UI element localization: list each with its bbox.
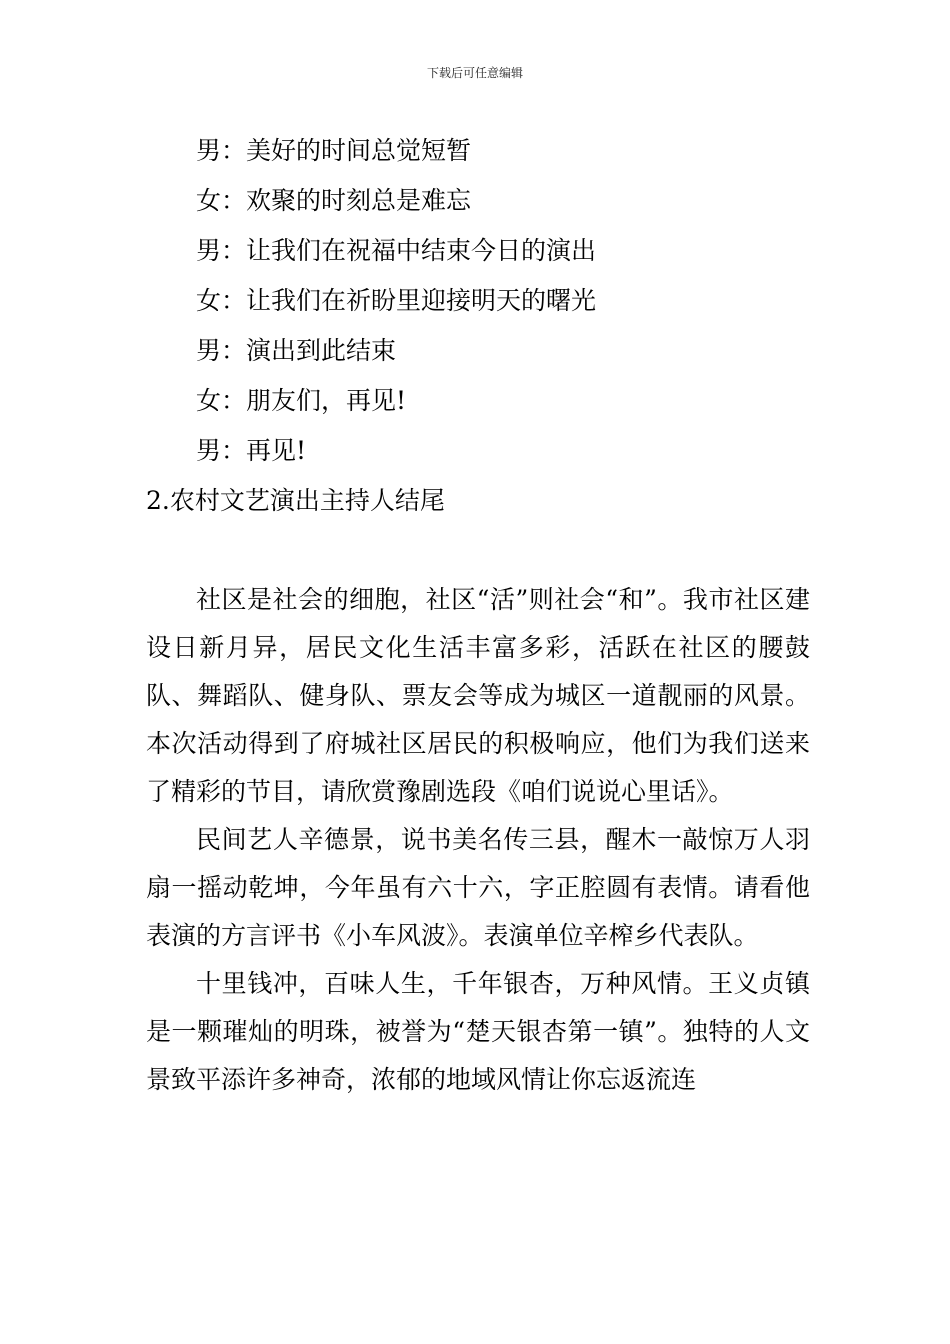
dialogue-line: 女：欢聚的时刻总是难忘 — [196, 186, 472, 215]
section-heading: 2.农村文艺演出主持人结尾 — [146, 486, 445, 515]
paragraph: 民间艺人辛德景，说书美名传三县，醒木一敲惊万人羽扇一摇动乾坤，今年虽有六十六，字正腔圆有表情。请看他表演的方言评书《小车风波》。表演单位辛榨乡代表队。 — [146, 825, 810, 950]
closing-dialogue — [196, 126, 816, 476]
paragraph: 十里钱冲，百味人生，千年银杏，万种风情。王义贞镇是一颗璀灿的明珠，被誉为“楚天银杏第一镇”。独特的人文景致平添许多神奇，浓郁的地域风情让你忘返流连 — [146, 969, 810, 1094]
dialogue-line: 男：美好的时间总觉短暂 — [196, 136, 472, 165]
dialogue-line: 男：让我们在祝福中结束今日的演出 — [196, 236, 597, 265]
dialogue-line: 男：再见! — [196, 436, 307, 465]
dialogue-line: 女：朋友们，再见! — [196, 386, 407, 415]
paragraph: 社区是社会的细胞，社区“活”则社会“和”。我市社区建设日新月异，居民文化生活丰富多彩，活跃在社区的腰鼓队、舞蹈队、健身队、票友会等成为城区一道靓丽的风景。本次活动得到了府城社区居民的积极响应，他们为我们送来了精彩的节目，请欣赏豫剧选段《咱们说说心里话》。 — [146, 585, 810, 806]
dialogue-line: 女：让我们在祈盼里迎接明天的曙光 — [196, 286, 597, 315]
header-note: 下载后可任意编辑 — [426, 66, 523, 80]
body-text — [146, 576, 810, 1104]
dialogue-line: 男：演出到此结束 — [196, 336, 397, 365]
